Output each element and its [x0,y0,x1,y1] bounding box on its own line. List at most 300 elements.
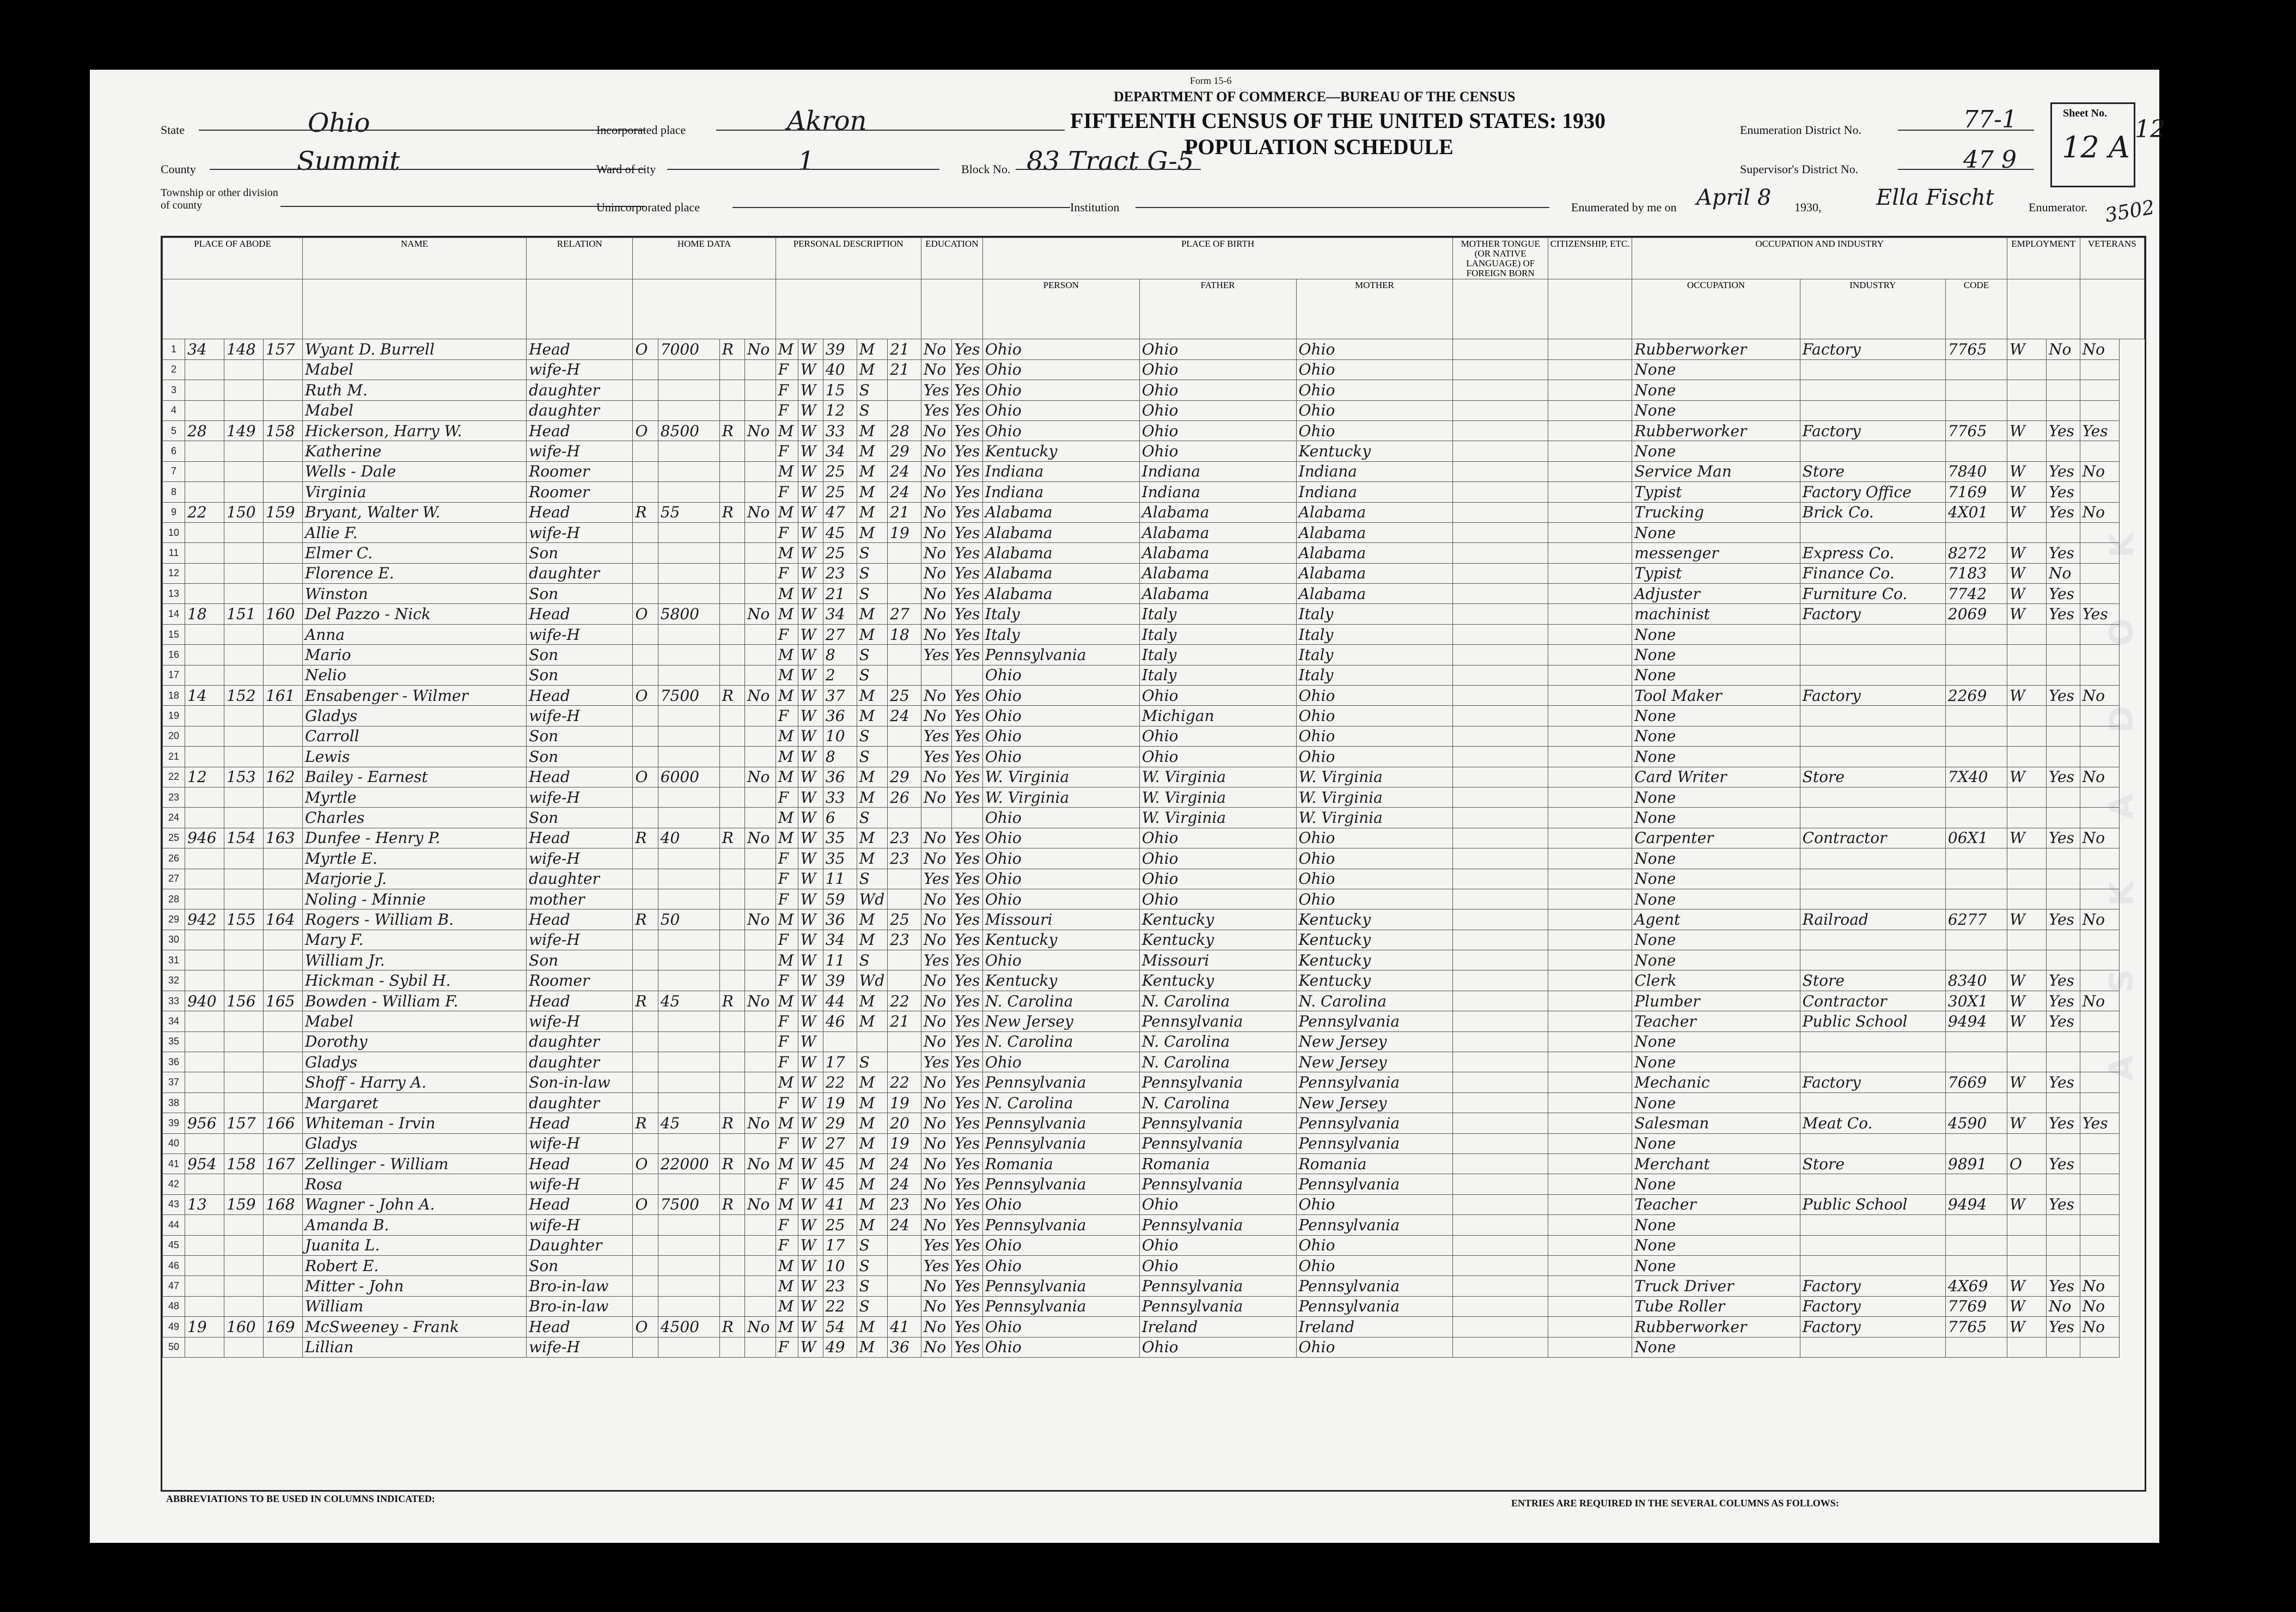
cell-code: 4590 [1945,1113,2007,1133]
cell-occupation: None [1632,665,1800,685]
cell-house [185,461,224,481]
cell-name: Robert E. [302,1255,526,1275]
cell-blank [1453,828,1548,848]
cell-farm [745,970,776,991]
col-code: CODE [1945,279,2007,339]
cell-blank [1548,584,1632,604]
cell-mother-birth: Italy [1296,665,1453,685]
cell-mother-birth: Ohio [1296,828,1453,848]
cell-read: Yes [952,970,983,991]
cell-name: Zellinger - William [302,1154,526,1174]
line-number: 16 [163,645,185,665]
cell-vet: No [2080,767,2119,787]
cell-birth: New Jersey [982,1011,1139,1031]
cell-value [658,1296,719,1316]
cell-vet [2080,808,2119,828]
cell-dwelling [224,1276,264,1296]
cell-family [264,1235,303,1255]
cell-tenure: O [633,339,658,359]
cell-farm [745,1276,776,1296]
table-row [163,1011,2145,1031]
cell-house [185,950,224,970]
cell-occupation: Typist [1632,482,1800,502]
cell-read: Yes [952,1133,983,1153]
cell-dwelling [224,848,264,869]
cell-marital: M [857,339,888,359]
cell-occupation: None [1632,950,1800,970]
cell-value [658,1174,719,1194]
cell-tenure [633,543,658,563]
section-veterans: VETERANS [2080,238,2144,279]
cell-dwelling [224,1255,264,1275]
cell-relation: Head [527,339,633,359]
cell-blank [1548,869,1632,889]
ward-value: 1 [798,146,815,176]
table-row [163,543,2145,563]
table-row [163,1337,2145,1357]
line-number: 41 [163,1154,185,1174]
cell-mother-birth: New Jersey [1296,1092,1453,1113]
cell-school: No [921,1317,952,1337]
cell-industry [1800,645,1945,665]
cell-family [264,624,303,644]
cell-worker: W [2007,1317,2046,1337]
cell-blank [1453,1174,1548,1194]
cell-dwelling [224,726,264,746]
cell-worker [2007,624,2046,644]
cell-read: Yes [952,339,983,359]
cell-race: W [798,420,823,441]
cell-blank [1548,1113,1632,1133]
cell-blank [1453,1235,1548,1255]
cell-farm [745,380,776,400]
cell-name: Bailey - Earnest [302,767,526,787]
cell-sex: F [775,930,798,950]
cell-blank [1453,1011,1548,1031]
cell-mother-birth: Ohio [1296,889,1453,909]
cell-industry [1800,889,1945,909]
cell-mother-birth: Ohio [1296,747,1453,767]
line-number: 29 [163,909,185,930]
cell-radio: R [719,502,744,522]
kodak-letter: K [2103,881,2141,906]
cell-age-married [888,747,921,767]
cell-marital: S [857,563,888,583]
cell-blank [1548,400,1632,420]
block-value: 83 Tract G-5 [1027,146,1194,176]
table-row [163,665,2145,685]
cell-dwelling: 148 [224,339,264,359]
cell-father-birth: N. Carolina [1139,991,1296,1011]
cell-dwelling [224,522,264,542]
cell-father-birth: Pennsylvania [1139,1113,1296,1133]
cell-vet [2080,1133,2119,1153]
cell-relation: wife-H [527,522,633,542]
cell-family [264,848,303,869]
cell-school [921,808,952,828]
cell-sex: F [775,563,798,583]
cell-read: Yes [952,686,983,706]
cell-read [952,808,983,828]
cell-read: Yes [952,380,983,400]
cell-name: Wells - Dale [302,461,526,481]
cell-age: 36 [823,767,857,787]
cell-name: McSweeney - Frank [302,1317,526,1337]
cell-age-married: 29 [888,767,921,787]
cell-blank [1548,1052,1632,1072]
cell-name: Juanita L. [302,1235,526,1255]
cell-code [1945,441,2007,461]
cell-worker: W [2007,482,2046,502]
cell-industry: Factory [1800,420,1945,441]
cell-mother-birth: Alabama [1296,563,1453,583]
col-mother: MOTHER [1296,279,1453,339]
cell-relation: wife-H [527,706,633,726]
cell-radio [719,1133,744,1153]
cell-mother-birth: Kentucky [1296,970,1453,991]
cell-farm [745,726,776,746]
cell-farm: No [745,1317,776,1337]
cell-value: 7500 [658,1194,719,1214]
cell-mother-birth: Ohio [1296,1194,1453,1214]
cell-worker [2007,1031,2046,1052]
cell-blank [1548,808,1632,828]
cell-birth: Ohio [982,1255,1139,1275]
cell-blank [1453,1113,1548,1133]
line-number: 44 [163,1215,185,1235]
cell-marital: S [857,1296,888,1316]
cell-family: 166 [264,1113,303,1133]
cell-school: No [921,624,952,644]
county-label: County [161,162,196,176]
cell-worker: W [2007,1072,2046,1092]
cell-dwelling [224,1011,264,1031]
cell-value: 8500 [658,420,719,441]
cell-relation: daughter [527,869,633,889]
cell-family [264,1031,303,1052]
enumerated-year: 1930, [1794,200,1822,214]
cell-father-birth: Kentucky [1139,970,1296,991]
cell-vet [2080,1052,2119,1072]
cell-blank [1548,950,1632,970]
cell-relation: Son-in-law [527,1072,633,1092]
cell-value [658,1072,719,1092]
cell-worker: W [2007,339,2046,359]
cell-value: 50 [658,909,719,930]
kodak-letter: D [2103,705,2141,733]
cell-family [264,645,303,665]
cell-mother-birth: Pennsylvania [1296,1072,1453,1092]
line-number: 26 [163,848,185,869]
cell-blank [1453,563,1548,583]
cell-dwelling [224,1337,264,1357]
cell-race: W [798,767,823,787]
cell-age: 35 [823,848,857,869]
line-number: 24 [163,808,185,828]
cell-age-married [888,1052,921,1072]
cell-work [2046,1092,2080,1113]
cell-sex: M [775,828,798,848]
line-number: 22 [163,767,185,787]
cell-farm: No [745,767,776,787]
cell-house [185,563,224,583]
cell-tenure [633,380,658,400]
cell-value [658,1092,719,1113]
cell-race: W [798,970,823,991]
section-citizenship: CITIZENSHIP, ETC. [1548,238,1632,279]
cell-worker [2007,1092,2046,1113]
cell-value [658,747,719,767]
cell-father-birth: Michigan [1139,706,1296,726]
cell-sex: M [775,420,798,441]
cell-marital: M [857,1337,888,1357]
cell-mother-birth: Indiana [1296,482,1453,502]
cell-age: 10 [823,726,857,746]
table-row [163,686,2145,706]
cell-read: Yes [952,1255,983,1275]
cell-age-married [888,1031,921,1052]
cell-dwelling: 152 [224,686,264,706]
cell-dwelling [224,380,264,400]
cell-value: 5800 [658,604,719,624]
cell-relation: Roomer [527,970,633,991]
cell-school: No [921,359,952,380]
cell-race: W [798,1235,823,1255]
cell-relation: Son [527,747,633,767]
cell-name: Amanda B. [302,1215,526,1235]
cell-dwelling [224,1215,264,1235]
cell-marital: S [857,400,888,420]
cell-blank [1548,461,1632,481]
cell-mother-birth: Kentucky [1296,909,1453,930]
cell-blank [1548,1317,1632,1337]
cell-blank [1548,1133,1632,1153]
cell-sex: F [775,869,798,889]
cell-read: Yes [952,848,983,869]
cell-age: 8 [823,747,857,767]
table-row [163,1133,2145,1153]
cell-blank [1453,522,1548,542]
cell-relation: Head [527,767,633,787]
cell-tenure [633,522,658,542]
cell-father-birth: N. Carolina [1139,1052,1296,1072]
cell-code [1945,930,2007,950]
census-title: FIFTEENTH CENSUS OF THE UNITED STATES: 1930 [1070,108,1606,133]
table-row [163,563,2145,583]
cell-value [658,1255,719,1275]
cell-radio: R [719,1194,744,1214]
cell-marital: M [857,991,888,1011]
cell-house [185,787,224,807]
cell-sex: F [775,889,798,909]
cell-mother-birth: Italy [1296,604,1453,624]
cell-value [658,359,719,380]
cell-father-birth: Ohio [1139,1235,1296,1255]
cell-race: W [798,1154,823,1174]
cell-sex: F [775,1092,798,1113]
cell-blank [1453,889,1548,909]
cell-farm [745,543,776,563]
cell-tenure: R [633,991,658,1011]
cell-birth: Pennsylvania [982,1215,1139,1235]
cell-industry: Furniture Co. [1800,584,1945,604]
cell-house [185,1215,224,1235]
cell-occupation: Tool Maker [1632,686,1800,706]
cell-radio [719,359,744,380]
cell-blank [1453,502,1548,522]
cell-relation: wife-H [527,848,633,869]
cell-code: 9891 [1945,1154,2007,1174]
county-value: Summit [297,146,400,176]
cell-tenure: O [633,604,658,624]
cell-industry: Public School [1800,1194,1945,1214]
cell-school: Yes [921,400,952,420]
cell-vet [2080,584,2119,604]
cell-tenure [633,1133,658,1153]
cell-race: W [798,930,823,950]
line-number: 15 [163,624,185,644]
cell-worker: W [2007,1194,2046,1214]
cell-birth: W. Virginia [982,787,1139,807]
cell-age: 19 [823,1092,857,1113]
cell-relation: daughter [527,1031,633,1052]
cell-worker: W [2007,584,2046,604]
cell-school: No [921,563,952,583]
col-father: FATHER [1139,279,1296,339]
cell-worker: W [2007,502,2046,522]
line-number: 21 [163,747,185,767]
cell-blank [1453,1133,1548,1153]
cell-farm [745,359,776,380]
cell-work [2046,930,2080,950]
cell-industry: Factory [1800,1276,1945,1296]
cell-family: 162 [264,767,303,787]
cell-blank [1548,1031,1632,1052]
cell-age-married: 20 [888,1113,921,1133]
cell-tenure [633,1052,658,1072]
cell-value [658,645,719,665]
table-row [163,828,2145,848]
cell-tenure: O [633,1154,658,1174]
cell-mother-birth: W. Virginia [1296,808,1453,828]
form-number: Form 15-6 [1190,75,1232,86]
cell-occupation: None [1632,869,1800,889]
cell-blank [1453,706,1548,726]
cell-marital: M [857,624,888,644]
table-row [163,970,2145,991]
cell-farm: No [745,909,776,930]
cell-family [264,482,303,502]
cell-read: Yes [952,1296,983,1316]
cell-occupation: Typist [1632,563,1800,583]
cell-race: W [798,828,823,848]
cell-blank [1548,828,1632,848]
cell-farm [745,1133,776,1153]
cell-house [185,970,224,991]
cell-sex: F [775,1235,798,1255]
cell-occupation: Rubberworker [1632,1317,1800,1337]
cell-relation: Head [527,1113,633,1133]
cell-tenure [633,1337,658,1357]
table-row [163,1235,2145,1255]
cell-birth: Indiana [982,482,1139,502]
cell-industry: Finance Co. [1800,563,1945,583]
cell-father-birth: Ohio [1139,828,1296,848]
cell-industry [1800,400,1945,420]
cell-read: Yes [952,624,983,644]
cell-age-married [888,584,921,604]
cell-marital: S [857,380,888,400]
cell-industry [1800,726,1945,746]
cell-name: Virginia [302,482,526,502]
line-number: 27 [163,869,185,889]
cell-blank [1548,930,1632,950]
line-number: 12 [163,563,185,583]
cell-code: 4X69 [1945,1276,2007,1296]
cell-mother-birth: New Jersey [1296,1052,1453,1072]
cell-name: Nelio [302,665,526,685]
cell-worker [2007,380,2046,400]
cell-sex: M [775,1194,798,1214]
cell-house [185,848,224,869]
cell-birth: Ohio [982,1052,1139,1072]
cell-worker [2007,706,2046,726]
cell-age-married [888,1235,921,1255]
cell-work: Yes [2046,1317,2080,1337]
cell-father-birth: Missouri [1139,950,1296,970]
cell-vet [2080,747,2119,767]
cell-father-birth: Ohio [1139,420,1296,441]
cell-industry [1800,1174,1945,1194]
cell-tenure [633,1296,658,1316]
census-table [162,237,2145,1358]
cell-dwelling [224,584,264,604]
cell-blank [1548,889,1632,909]
cell-blank [1548,991,1632,1011]
cell-age-married [888,970,921,991]
cell-father-birth: Ohio [1139,339,1296,359]
cell-value [658,563,719,583]
cell-work [2046,1174,2080,1194]
cell-vet [2080,359,2119,380]
cell-age-married [888,950,921,970]
cell-name: Winston [302,584,526,604]
line-number: 32 [163,970,185,991]
cell-name: Myrtle [302,787,526,807]
cell-dwelling: 153 [224,767,264,787]
cell-name: Mabel [302,400,526,420]
cell-relation: wife-H [527,1174,633,1194]
cell-code [1945,1174,2007,1194]
cell-vet: Yes [2080,1113,2119,1133]
cell-father-birth: Ohio [1139,848,1296,869]
cell-value [658,1235,719,1255]
cell-house [185,441,224,461]
cell-school: No [921,970,952,991]
cell-age-married: 21 [888,1011,921,1031]
line-number: 25 [163,828,185,848]
cell-house: 14 [185,686,224,706]
cell-family: 158 [264,420,303,441]
cell-relation: daughter [527,1092,633,1113]
cell-industry: Store [1800,1154,1945,1174]
cell-work: Yes [2046,686,2080,706]
cell-school: No [921,604,952,624]
section-occupation: OCCUPATION AND INDUSTRY [1632,238,2007,279]
cell-blank [1548,1337,1632,1357]
cell-sex: M [775,950,798,970]
cell-father-birth: Ohio [1139,400,1296,420]
